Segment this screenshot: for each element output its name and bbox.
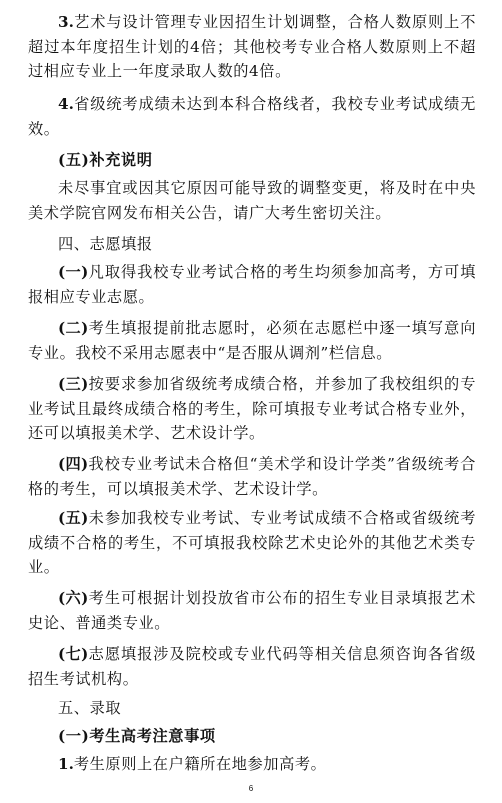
paragraph-4-6 [28, 586, 476, 635]
heading-supplement: (五)补充说明 [58, 151, 153, 169]
paragraph-3 [28, 10, 476, 84]
page-number: 6 [248, 784, 254, 793]
paragraph-4-4 [28, 452, 476, 501]
paragraph-text: 未参加我校专业考试、专业考试成绩不合格或省级统考成绩不合格的考生，不可填报我校除艺术史论外的其他艺术类专业。 [28, 509, 476, 576]
item-number: (二) [58, 319, 89, 337]
paragraph-text: 志愿填报涉及院校或专业代码等相关信息须咨询各省级招生考试机构。 [28, 645, 476, 688]
paragraph-supplement [28, 176, 476, 225]
paragraph-4-3 [28, 372, 476, 446]
item-number: (三) [58, 375, 89, 393]
paragraph-text: 艺术与设计管理专业因招生计划调整，合格人数原则上不超过本年度招生计划的4倍；其他校考专业合格人数原则上不超过相应专业上一年度录取人数的4倍。 [28, 13, 476, 80]
paragraph-text: 凡取得我校专业考试合格的考生均须参加高考，方可填报相应专业志愿。 [28, 263, 476, 306]
item-number: 1. [58, 755, 74, 773]
paragraph-4-1 [28, 260, 476, 309]
heading-exam-notes: (一)考生高考注意事项 [58, 727, 216, 745]
paragraph-text: 考生原则上在户籍所在地参加高考。 [73, 755, 327, 773]
item-number: (一) [58, 263, 89, 281]
paragraph-text: 省级统考成绩未达到本科合格线者，我校专业考试成绩无效。 [28, 95, 476, 138]
paragraph-5-1-1 [28, 752, 476, 777]
paragraph-text: 我校专业考试未合格但“美术学和设计学类”省级统考合格的考生，可以填报美术学、艺术设计学。 [28, 455, 477, 498]
item-number: 3. [58, 13, 74, 31]
paragraph-text: 考生可根据计划投放省市公布的招生专业目录填报艺术史论、普通类专业。 [28, 589, 476, 632]
paragraph-text: 按要求参加省级统考成绩合格，并参加了我校组织的专业考试且最终成绩合格的考生，除可填报专业考试合格专业外，还可以填报美术学、艺术设计学。 [28, 375, 476, 442]
paragraph-4-5 [28, 506, 476, 580]
paragraph-text: 考生填报提前批志愿时，必须在志愿栏中逐一填写意向专业。我校不采用志愿表中“是否服从调剂”栏信息。 [28, 319, 476, 362]
item-number: (六) [58, 589, 89, 607]
paragraph-4-2 [28, 316, 476, 365]
paragraph-4 [28, 92, 476, 141]
item-number: (四) [58, 455, 89, 473]
paragraph-text: 未尽事宜或因其它原因可能导致的调整变更，将及时在中央美术学院官网发布相关公告，请广大考生密切关注。 [28, 179, 476, 222]
item-number: (五) [58, 509, 89, 527]
item-number: (七) [58, 645, 89, 663]
heading-section-4: 四、志愿填报 [58, 235, 153, 253]
item-number: 4. [58, 95, 74, 113]
paragraph-4-7 [28, 642, 476, 691]
heading-section-5: 五、录取 [58, 699, 122, 717]
